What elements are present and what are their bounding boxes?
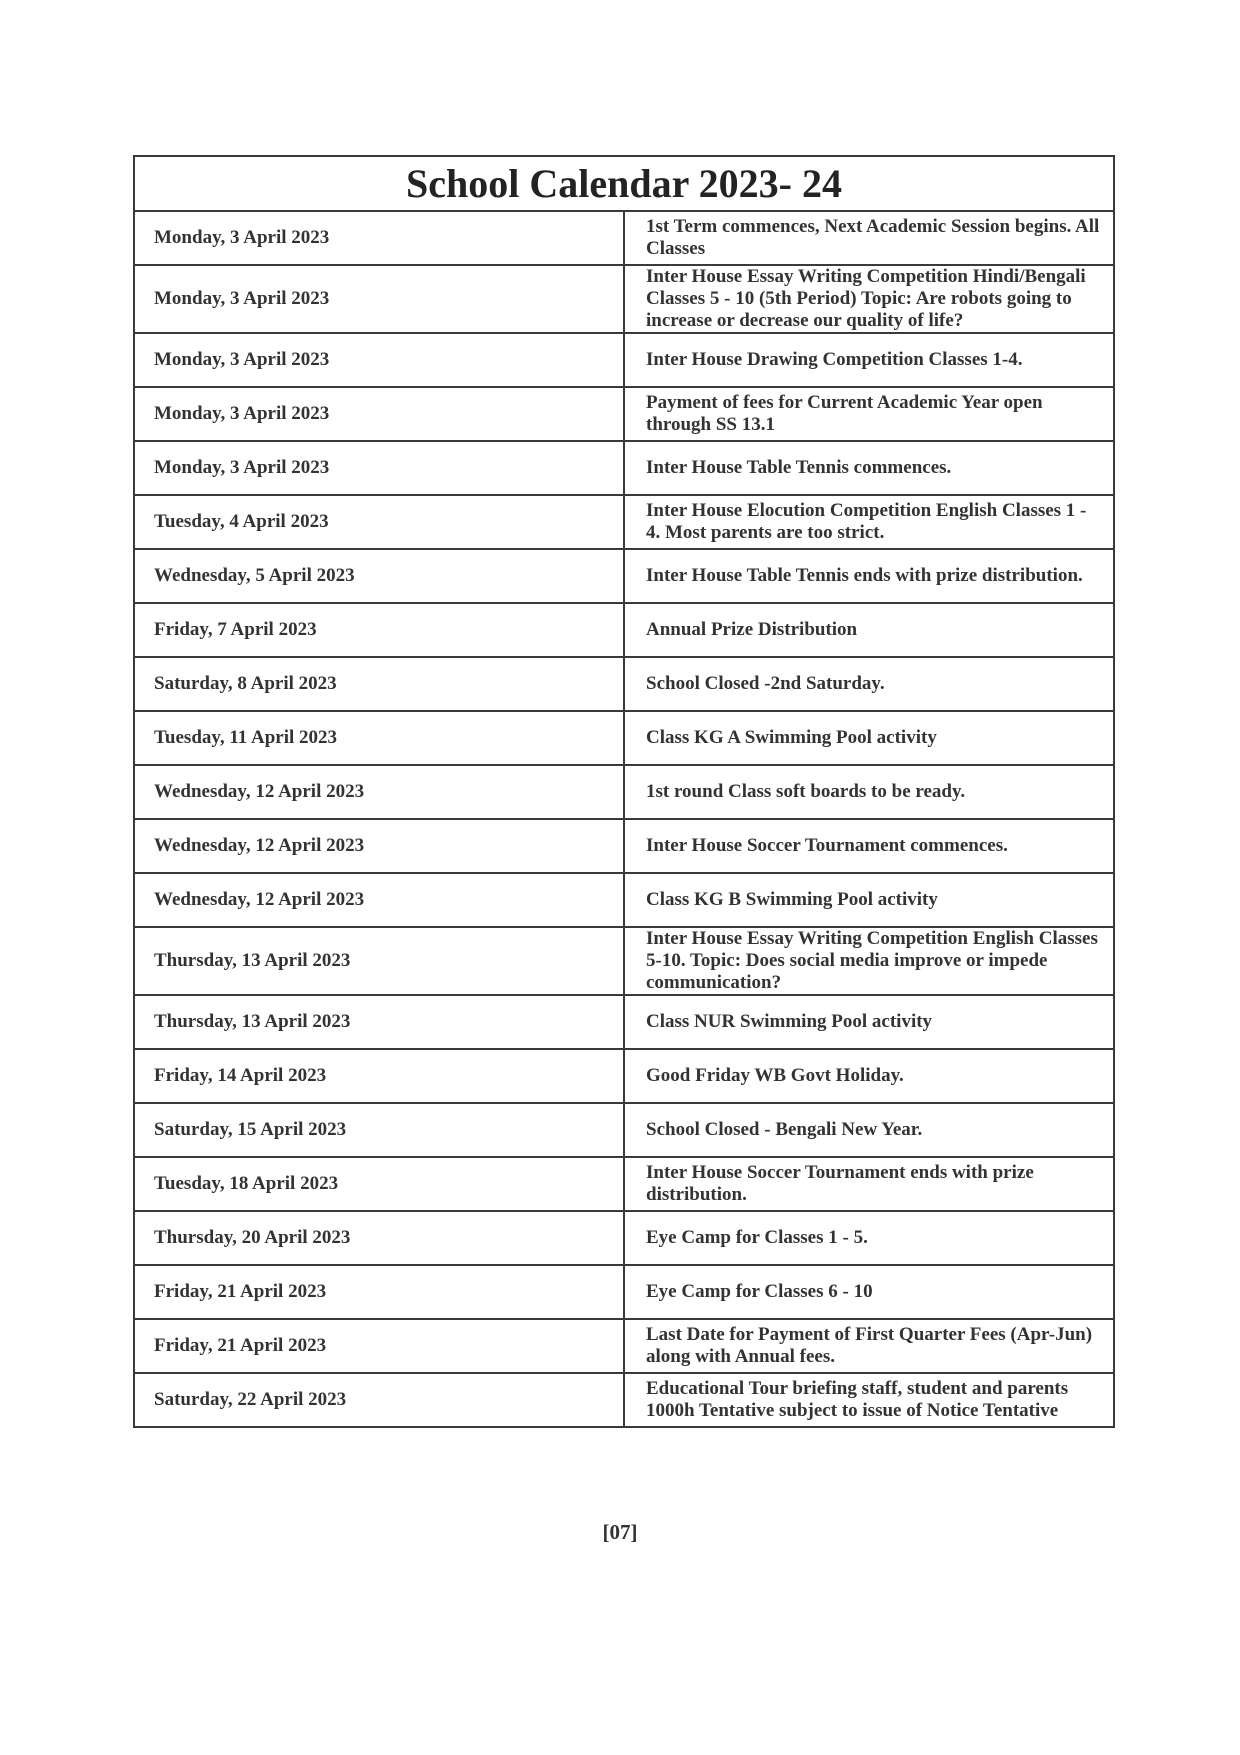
event-row: [134, 1319, 1114, 1373]
event-description: Inter House Essay Writing Competition Hindi/Bengali Classes 5 - 10 (5th Period) Topic: Are robots going to increase or decrease our quality of life?: [624, 265, 1114, 333]
page-number: [07]: [602, 1520, 638, 1544]
event-row: [134, 1211, 1114, 1265]
event-date: Tuesday, 4 April 2023: [134, 495, 624, 549]
event-row: [134, 211, 1114, 265]
event-description: Last Date for Payment of First Quarter Fees (Apr-Jun) along with Annual fees.: [624, 1319, 1114, 1373]
event-row: [134, 819, 1114, 873]
event-row: [134, 265, 1114, 333]
event-date: Tuesday, 18 April 2023: [134, 1157, 624, 1211]
event-date: Thursday, 13 April 2023: [134, 995, 624, 1049]
event-description: Annual Prize Distribution: [624, 603, 1114, 657]
event-date: Friday, 14 April 2023: [134, 1049, 624, 1103]
school-calendar-table: [133, 155, 1115, 1428]
event-description: Inter House Essay Writing Competition English Classes 5-10. Topic: Does social media improve or impede communication?: [624, 927, 1114, 995]
event-description: Inter House Drawing Competition Classes 1-4.: [624, 333, 1114, 387]
event-row: [134, 1049, 1114, 1103]
event-row: [134, 765, 1114, 819]
event-description: Inter House Soccer Tournament ends with prize distribution.: [624, 1157, 1114, 1211]
event-row: [134, 711, 1114, 765]
calendar-body: [134, 156, 1114, 1427]
event-date: Monday, 3 April 2023: [134, 265, 624, 333]
event-date: Wednesday, 5 April 2023: [134, 549, 624, 603]
event-description: 1st round Class soft boards to be ready.: [624, 765, 1114, 819]
event-row: [134, 657, 1114, 711]
event-date: Saturday, 8 April 2023: [134, 657, 624, 711]
event-row: [134, 387, 1114, 441]
event-date: Saturday, 22 April 2023: [134, 1373, 624, 1427]
event-description: Eye Camp for Classes 1 - 5.: [624, 1211, 1114, 1265]
event-row: [134, 441, 1114, 495]
event-row: [134, 1373, 1114, 1427]
event-description: Class KG B Swimming Pool activity: [624, 873, 1114, 927]
event-date: Monday, 3 April 2023: [134, 387, 624, 441]
event-row: [134, 995, 1114, 1049]
event-description: Educational Tour briefing staff, student and parents 1000h Tentative subject to issue of Notice Tentative: [624, 1373, 1114, 1427]
event-date: Tuesday, 11 April 2023: [134, 711, 624, 765]
event-row: [134, 927, 1114, 995]
event-date: Thursday, 20 April 2023: [134, 1211, 624, 1265]
event-date: Friday, 7 April 2023: [134, 603, 624, 657]
event-row: [134, 333, 1114, 387]
event-description: 1st Term commences, Next Academic Session begins. All Classes: [624, 211, 1114, 265]
event-date: Monday, 3 April 2023: [134, 441, 624, 495]
event-description: School Closed -2nd Saturday.: [624, 657, 1114, 711]
event-description: Inter House Table Tennis commences.: [624, 441, 1114, 495]
event-row: [134, 603, 1114, 657]
event-description: Inter House Soccer Tournament commences.: [624, 819, 1114, 873]
calendar-title: School Calendar 2023- 24: [134, 156, 1114, 211]
event-date: Monday, 3 April 2023: [134, 333, 624, 387]
event-description: Payment of fees for Current Academic Year open through SS 13.1: [624, 387, 1114, 441]
event-row: [134, 1103, 1114, 1157]
event-description: Inter House Elocution Competition English Classes 1 - 4. Most parents are too strict.: [624, 495, 1114, 549]
event-row: [134, 873, 1114, 927]
event-row: [134, 1157, 1114, 1211]
event-date: Friday, 21 April 2023: [134, 1319, 624, 1373]
title-row: [134, 156, 1114, 211]
event-description: Good Friday WB Govt Holiday.: [624, 1049, 1114, 1103]
event-date: Thursday, 13 April 2023: [134, 927, 624, 995]
event-row: [134, 1265, 1114, 1319]
event-date: Wednesday, 12 April 2023: [134, 819, 624, 873]
event-date: Friday, 21 April 2023: [134, 1265, 624, 1319]
event-date: Wednesday, 12 April 2023: [134, 765, 624, 819]
event-row: [134, 495, 1114, 549]
event-description: School Closed - Bengali New Year.: [624, 1103, 1114, 1157]
event-row: [134, 549, 1114, 603]
event-description: Class KG A Swimming Pool activity: [624, 711, 1114, 765]
event-date: Saturday, 15 April 2023: [134, 1103, 624, 1157]
event-description: Class NUR Swimming Pool activity: [624, 995, 1114, 1049]
event-description: Inter House Table Tennis ends with prize distribution.: [624, 549, 1114, 603]
event-date: Wednesday, 12 April 2023: [134, 873, 624, 927]
event-description: Eye Camp for Classes 6 - 10: [624, 1265, 1114, 1319]
event-date: Monday, 3 April 2023: [134, 211, 624, 265]
